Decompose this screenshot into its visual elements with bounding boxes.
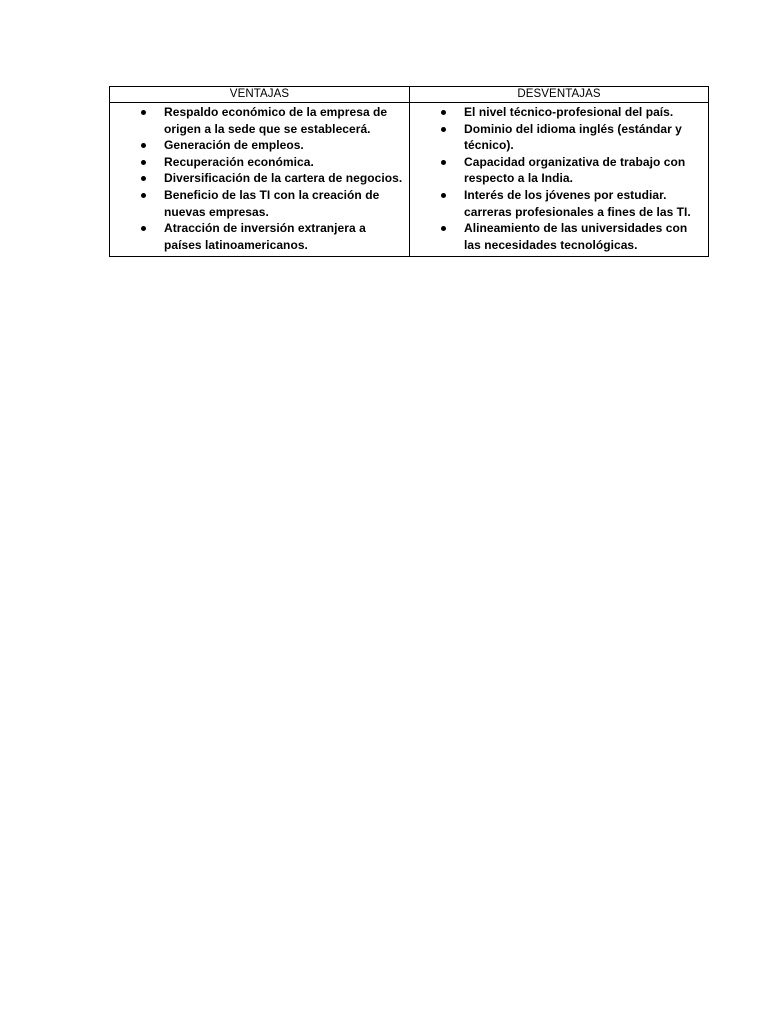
list-item xyxy=(110,104,403,137)
bullet-icon xyxy=(141,176,146,181)
bullet-icon xyxy=(141,193,146,198)
desventajas-cell xyxy=(410,103,709,257)
bullet-icon xyxy=(441,160,446,165)
bullet-icon xyxy=(141,160,146,165)
list-item-text: Respaldo económico de la empresa de origen a la sede que se establecerá. xyxy=(164,105,388,136)
list-item-text: Beneficio de las TI con la creación de nuevas empresas. xyxy=(164,187,380,219)
ventajas-list xyxy=(110,104,403,253)
list-item-text: Generación de empleos. xyxy=(164,138,304,153)
list-item xyxy=(110,187,403,220)
list-item xyxy=(410,154,702,187)
list-item xyxy=(410,121,702,154)
table-row xyxy=(110,103,709,257)
list-item-text: Dominio del idioma inglés (estándar y técnico). xyxy=(464,121,682,153)
list-item xyxy=(410,104,702,121)
bullet-icon xyxy=(141,110,146,115)
bullet-icon xyxy=(141,226,146,231)
bullet-icon xyxy=(441,110,446,115)
comparison-table xyxy=(109,86,709,257)
list-item xyxy=(410,187,702,220)
desventajas-list xyxy=(410,104,702,253)
bullet-icon xyxy=(441,226,446,231)
header-desventajas: DESVENTAJAS xyxy=(410,87,709,103)
header-ventajas: VENTAJAS xyxy=(110,87,410,103)
ventajas-cell xyxy=(110,103,410,257)
list-item-text: Alineamiento de las universidades con las necesidades tecnológicas. xyxy=(464,221,688,252)
list-item-text: Capacidad organizativa de trabajo con respecto a la India. xyxy=(464,154,686,186)
list-item xyxy=(110,170,403,187)
list-item-text: Recuperación económica. xyxy=(164,154,314,169)
list-item xyxy=(410,220,702,253)
bullet-icon xyxy=(441,193,446,198)
list-item xyxy=(110,137,403,154)
list-item-text: Interés de los jóvenes por estudiar. carreras profesionales a fines de las TI. xyxy=(464,187,691,219)
list-item-text: El nivel técnico-profesional del país. xyxy=(464,105,674,119)
list-item xyxy=(110,154,403,171)
list-item-text: Diversificación de la cartera de negocios. xyxy=(164,171,403,186)
bullet-icon xyxy=(441,127,446,132)
list-item xyxy=(110,220,403,253)
list-item-text: Atracción de inversión extranjera a países latinoamericanos. xyxy=(164,221,366,252)
bullet-icon xyxy=(141,143,146,148)
table-header-row xyxy=(110,87,709,103)
